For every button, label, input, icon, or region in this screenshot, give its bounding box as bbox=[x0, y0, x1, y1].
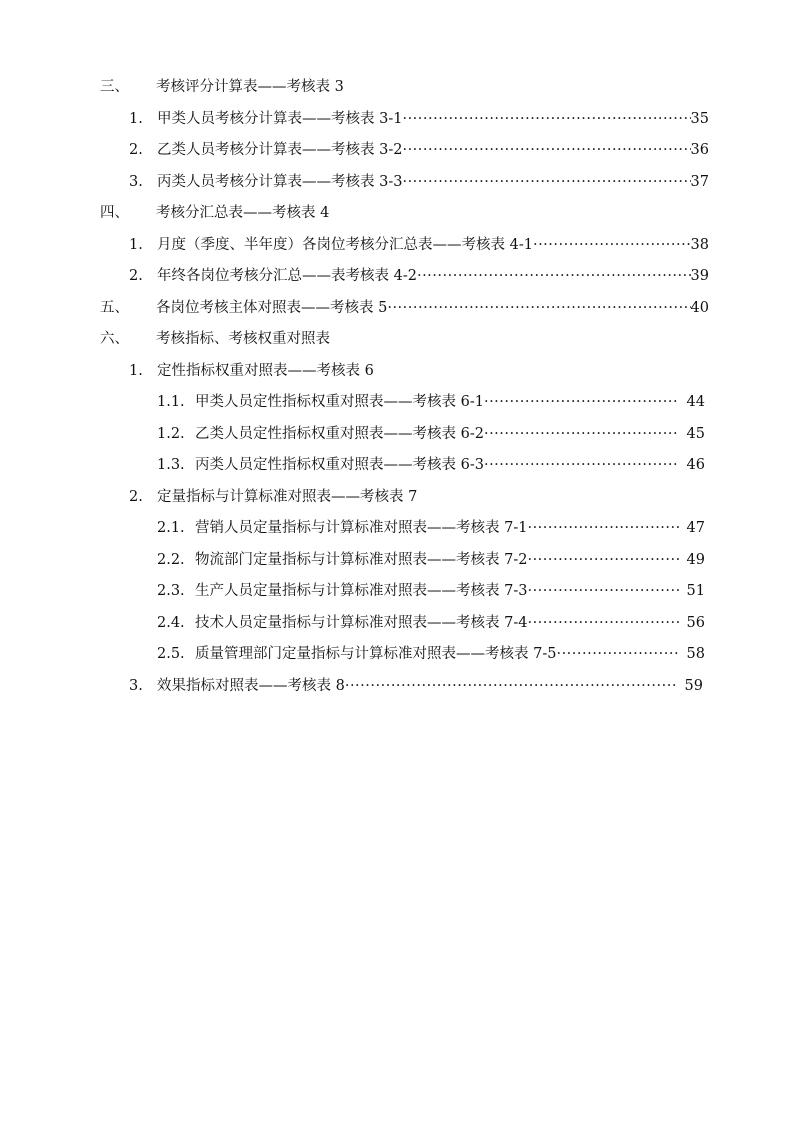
dot-leader bbox=[417, 261, 691, 293]
toc-entry-title[interactable]: 丙类人员考核分计算表——考核表 3-3 bbox=[157, 173, 403, 190]
toc-entry-page[interactable]: 37 bbox=[690, 173, 709, 190]
toc-entry-page[interactable]: 46 bbox=[686, 457, 705, 473]
dot-leader bbox=[402, 104, 690, 136]
toc-entry-number: 1.1. bbox=[157, 394, 185, 410]
toc-entry-number: 2.1. bbox=[157, 520, 185, 536]
toc-entry[interactable] bbox=[0, 135, 793, 167]
toc-entry[interactable] bbox=[0, 671, 793, 703]
toc-entry-title[interactable]: 年终各岗位考核分汇总——表考核表 4-2 bbox=[157, 268, 417, 284]
toc-entry-number: 3. bbox=[129, 677, 143, 694]
toc-entry[interactable] bbox=[0, 324, 793, 356]
toc-entry-title[interactable]: 定性指标权重对照表——考核表 6 bbox=[157, 362, 374, 379]
dot-leader bbox=[484, 419, 679, 451]
toc-entry-page[interactable]: 45 bbox=[686, 425, 705, 442]
toc-entry-title[interactable]: 考核指标、考核权重对照表 bbox=[156, 331, 330, 347]
toc-entry-page[interactable]: 40 bbox=[690, 299, 709, 316]
toc-entry[interactable] bbox=[0, 104, 793, 136]
toc-entry-number: 3. bbox=[129, 173, 143, 190]
dot-leader bbox=[387, 293, 690, 325]
toc-entry[interactable] bbox=[0, 608, 793, 640]
toc-entry-number: 2.4. bbox=[157, 614, 185, 631]
toc-entry[interactable] bbox=[0, 387, 793, 419]
toc-entry[interactable] bbox=[0, 230, 793, 262]
toc-entry-number: 1.3. bbox=[157, 457, 185, 473]
toc-entry-number: 1.2. bbox=[157, 425, 185, 442]
toc-entry[interactable] bbox=[0, 167, 793, 199]
toc-entry-number: 1. bbox=[129, 110, 143, 127]
toc-entry-title[interactable]: 乙类人员定性指标权重对照表——考核表 6-2 bbox=[195, 425, 484, 442]
toc-entry[interactable] bbox=[0, 513, 793, 545]
toc-entry[interactable] bbox=[0, 198, 793, 230]
toc-entry-page[interactable]: 51 bbox=[686, 583, 705, 599]
dot-leader bbox=[402, 167, 690, 199]
toc-entry-number: 2.2. bbox=[157, 551, 185, 568]
dot-leader bbox=[527, 576, 678, 608]
toc-entry-number: 2. bbox=[129, 142, 143, 158]
toc-entry-title[interactable]: 甲类人员考核分计算表——考核表 3-1 bbox=[157, 110, 403, 127]
dot-leader bbox=[527, 545, 678, 577]
toc-entry-page[interactable]: 59 bbox=[684, 677, 703, 694]
toc-entry-number: 2.3. bbox=[157, 583, 185, 599]
toc-entry-number: 五、 bbox=[100, 299, 129, 316]
toc-entry-title[interactable]: 物流部门定量指标与计算标准对照表——考核表 7-2 bbox=[195, 551, 528, 568]
toc-entry-title[interactable]: 甲类人员定性指标权重对照表——考核表 6-1 bbox=[195, 394, 484, 410]
toc-entry[interactable] bbox=[0, 419, 793, 451]
toc-entry-title[interactable]: 定量指标与计算标准对照表——考核表 7 bbox=[157, 488, 418, 505]
toc-entry-page[interactable]: 39 bbox=[690, 268, 709, 284]
dot-leader bbox=[556, 639, 678, 671]
toc-entry-number: 2. bbox=[129, 488, 143, 505]
toc-entry-page[interactable]: 35 bbox=[690, 110, 709, 127]
toc-entry-page[interactable]: 58 bbox=[686, 646, 705, 662]
table-of-contents bbox=[0, 72, 793, 702]
toc-entry-number: 2.5. bbox=[157, 646, 185, 662]
toc-entry-page[interactable]: 47 bbox=[686, 520, 705, 536]
toc-entry-title[interactable]: 考核分汇总表——考核表 4 bbox=[156, 205, 330, 221]
toc-entry-title[interactable]: 考核评分计算表——考核表 3 bbox=[156, 79, 344, 95]
toc-entry-title[interactable]: 质量管理部门定量指标与计算标准对照表——考核表 7-5 bbox=[195, 646, 557, 662]
dot-leader bbox=[527, 513, 678, 545]
toc-entry-number: 三、 bbox=[100, 79, 129, 95]
toc-entry-title[interactable]: 丙类人员定性指标权重对照表——考核表 6-3 bbox=[195, 457, 484, 473]
toc-entry-number: 六、 bbox=[100, 331, 129, 347]
toc-entry-number: 1. bbox=[129, 236, 143, 253]
toc-entry-number: 2. bbox=[129, 268, 143, 284]
toc-entry[interactable] bbox=[0, 639, 793, 671]
toc-entry-title[interactable]: 各岗位考核主体对照表——考核表 5 bbox=[156, 299, 388, 316]
toc-entry[interactable] bbox=[0, 261, 793, 293]
toc-entry-title[interactable]: 乙类人员考核分计算表——考核表 3-2 bbox=[157, 142, 403, 158]
dot-leader bbox=[527, 608, 678, 640]
toc-entry-page[interactable]: 56 bbox=[686, 614, 705, 631]
toc-entry-page[interactable]: 44 bbox=[686, 394, 705, 410]
toc-entry-number: 四、 bbox=[100, 205, 129, 221]
toc-entry-page[interactable]: 38 bbox=[690, 236, 709, 253]
toc-entry[interactable] bbox=[0, 293, 793, 325]
toc-entry-title[interactable]: 营销人员定量指标与计算标准对照表——考核表 7-1 bbox=[195, 520, 528, 536]
toc-entry[interactable] bbox=[0, 356, 793, 388]
toc-entry[interactable] bbox=[0, 450, 793, 482]
dot-leader bbox=[484, 387, 679, 419]
dot-leader bbox=[402, 135, 690, 167]
toc-entry-number: 1. bbox=[129, 362, 143, 379]
toc-entry[interactable] bbox=[0, 482, 793, 514]
toc-entry-page[interactable]: 49 bbox=[686, 551, 705, 568]
dot-leader bbox=[533, 230, 691, 262]
toc-entry-title[interactable]: 效果指标对照表——考核表 8 bbox=[157, 677, 345, 694]
toc-entry-title[interactable]: 生产人员定量指标与计算标准对照表——考核表 7-3 bbox=[195, 583, 528, 599]
toc-entry[interactable] bbox=[0, 72, 793, 104]
toc-entry-title[interactable]: 月度（季度、半年度）各岗位考核分汇总表——考核表 4-1 bbox=[157, 236, 533, 253]
toc-entry[interactable] bbox=[0, 576, 793, 608]
dot-leader bbox=[345, 671, 677, 703]
toc-entry[interactable] bbox=[0, 545, 793, 577]
toc-entry-title[interactable]: 技术人员定量指标与计算标准对照表——考核表 7-4 bbox=[195, 614, 528, 631]
dot-leader bbox=[484, 450, 679, 482]
toc-entry-page[interactable]: 36 bbox=[690, 142, 709, 158]
